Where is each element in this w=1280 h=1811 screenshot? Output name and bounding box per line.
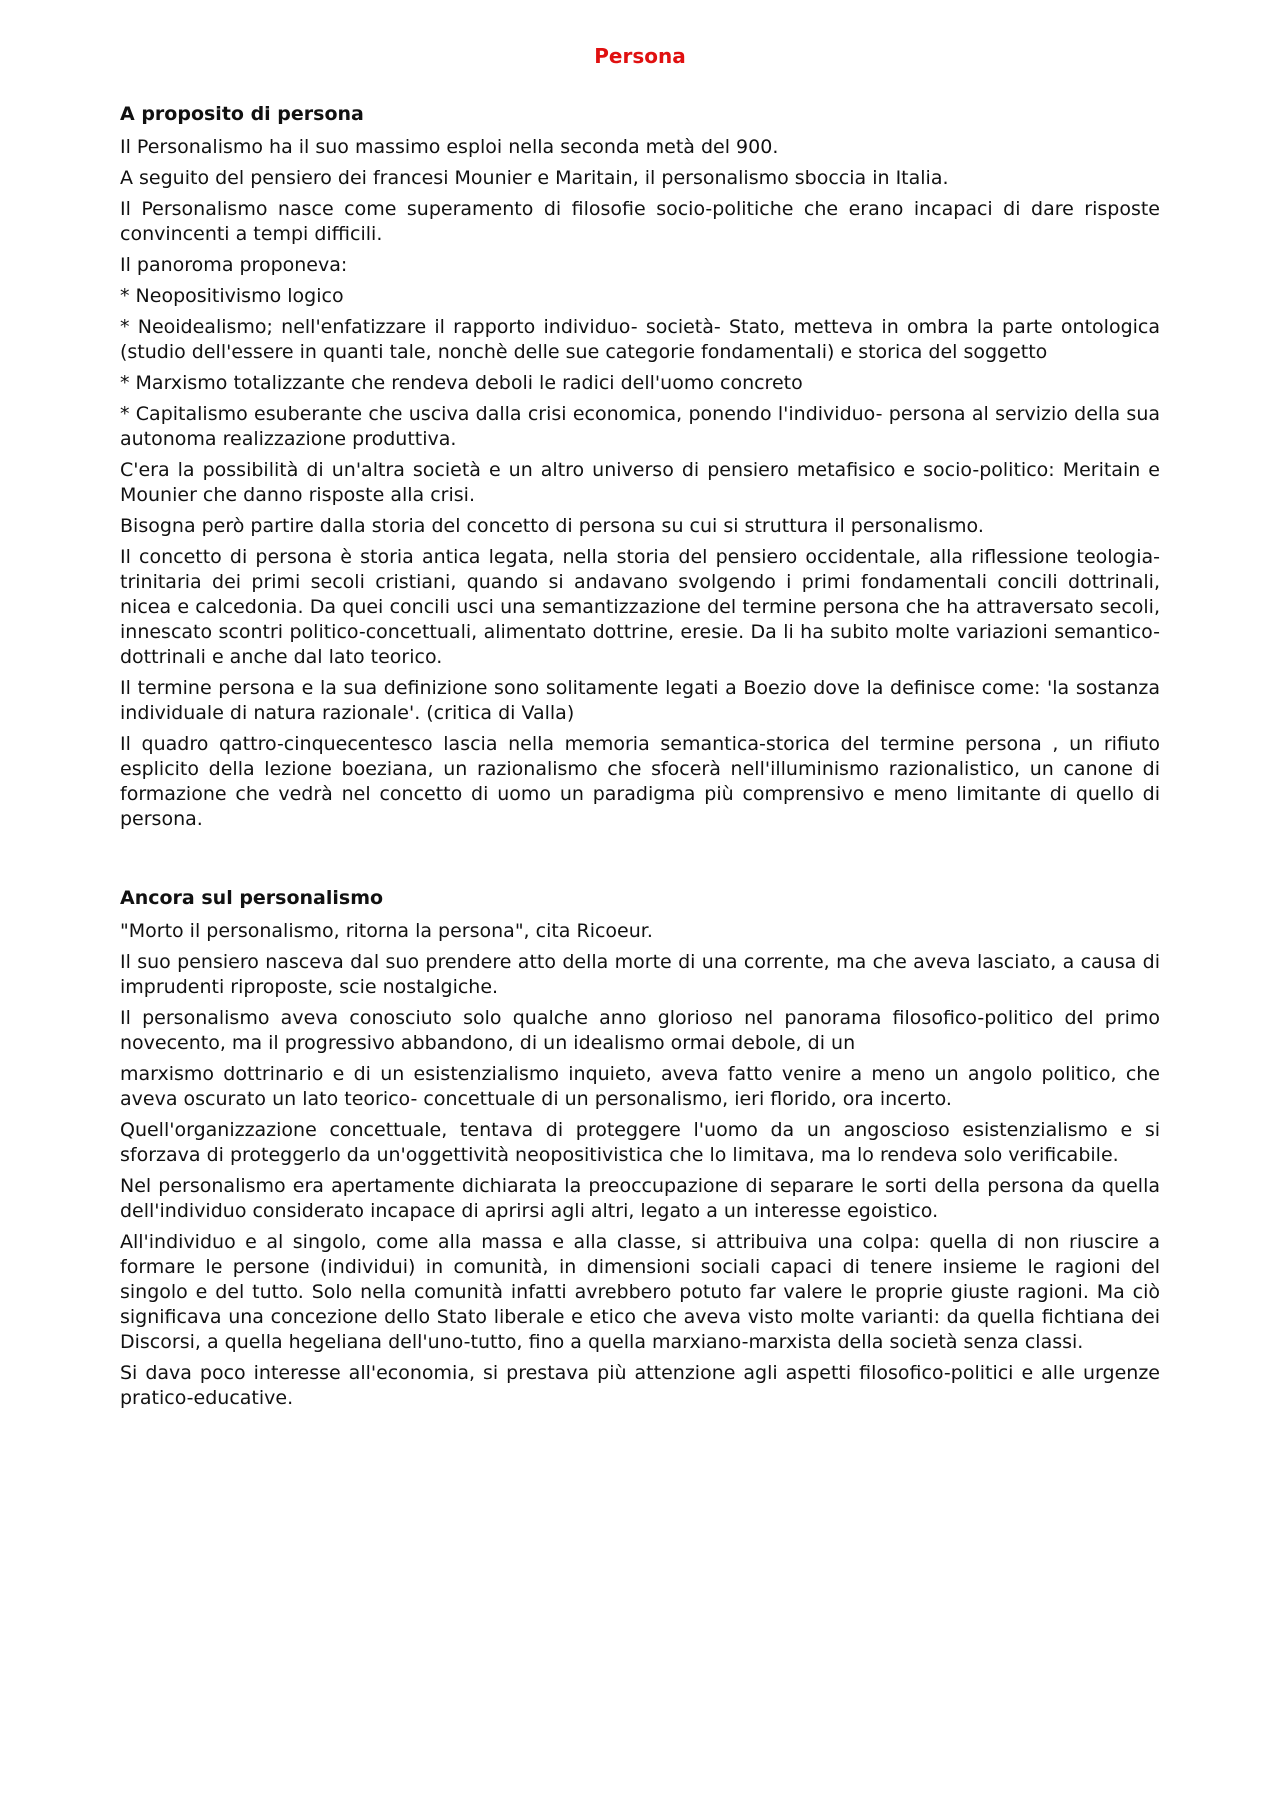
paragraph: A seguito del pensiero dei francesi Mounier e Maritain, il personalismo sboccia in Italia. bbox=[120, 167, 949, 189]
list-item: * Neoidealismo; nell'enfatizzare il rapporto individuo- società- Stato, metteva in ombra la parte ontologica (studio dell'essere in quanti tale, nonchè delle sue categorie fondamentali) e storica del soggetto bbox=[120, 316, 1160, 363]
paragraph: Il concetto di persona è storia antica legata, nella storia del pensiero occidentale, alla riflessione teologia-trinitaria dei primi secoli cristiani, quando si andavano svolgendo i primi fondamentali concili dottrinali, nicea e calcedonia. Da quei concili usci una semantizzazione del termine persona che ha attraversato secoli, innescato scontri politico-concettuali, alimentato dottrine, eresie. Da li ha subito molte variazioni semantico-dottrinali e anche dal lato teorico. bbox=[120, 546, 1160, 668]
list-item: * Capitalismo esuberante che usciva dalla crisi economica, ponendo l'individuo- persona al servizio della sua autonoma realizzazione produttiva. bbox=[120, 403, 1160, 450]
paragraph: marxismo dottrinario e di un esistenzialismo inquieto, aveva fatto venire a meno un angolo politico, che aveva oscurato un lato teorico- concettuale di un personalismo, ieri florido, ora incerto. bbox=[120, 1063, 1160, 1110]
paragraph: Il quadro qattro-cinquecentesco lascia nella memoria semantica-storica del termine persona , un rifiuto esplicito della lezione boeziana, un razionalismo che sfocerà nell'illuminismo razionalistico, un canone di formazione che vedrà nel concetto di uomo un paradigma più comprensivo e meno limitante di quello di persona. bbox=[120, 733, 1160, 830]
section-heading: Ancora sul personalismo bbox=[120, 887, 384, 909]
paragraph: Il suo pensiero nasceva dal suo prendere atto della morte di una corrente, ma che aveva lasciato, a causa di imprudenti riproposte, scie nostalgiche. bbox=[120, 951, 1160, 998]
paragraph: Il Personalismo ha il suo massimo esploi nella seconda metà del 900. bbox=[120, 136, 779, 158]
paragraph: Nel personalismo era apertamente dichiarata la preoccupazione di separare le sorti della persona da quella dell'individuo considerato incapace di aprirsi agli altri, legato a un interesse egoistico. bbox=[120, 1175, 1160, 1222]
list-item: * Marxismo totalizzante che rendeva deboli le radici dell'uomo concreto bbox=[120, 372, 803, 394]
paragraph: Bisogna però partire dalla storia del concetto di persona su cui si struttura il personalismo. bbox=[120, 515, 984, 537]
paragraph: Quell'organizzazione concettuale, tentava di proteggere l'uomo da un angoscioso esistenzialismo e si sforzava di proteggerlo da un'oggettività neopositivistica che lo limitava, ma lo rendeva solo verificabile. bbox=[120, 1119, 1160, 1166]
paragraph: Si dava poco interesse all'economia, si prestava più attenzione agli aspetti filosofico-politici e alle urgenze pratico-educative. bbox=[120, 1362, 1160, 1409]
paragraph: C'era la possibilità di un'altra società e un altro universo di pensiero metafisico e socio-politico: Meritain e Mounier che danno risposte alla crisi. bbox=[120, 459, 1160, 506]
document-page bbox=[120, 38, 1160, 1417]
paragraph: Il panoroma proponeva: bbox=[120, 254, 348, 276]
list-item: * Neopositivismo logico bbox=[120, 285, 344, 307]
section-ancora-sul-personalismo bbox=[120, 886, 1160, 1411]
document-title: Persona bbox=[594, 44, 686, 68]
section-heading: A proposito di persona bbox=[120, 103, 364, 125]
paragraph: Il Personalismo nasce come superamento di filosofie socio-politiche che erano incapaci di dare risposte convincenti a tempi difficili. bbox=[120, 198, 1160, 245]
section-spacer bbox=[120, 838, 1160, 886]
paragraph: "Morto il personalismo, ritorna la persona", cita Ricoeur. bbox=[120, 920, 653, 942]
paragraph: Il personalismo aveva conosciuto solo qualche anno glorioso nel panorama filosofico-politico del primo novecento, ma il progressivo abbandono, di un idealismo ormai debole, di un bbox=[120, 1007, 1160, 1054]
paragraph: Il termine persona e la sua definizione sono solitamente legati a Boezio dove la definisce come: 'la sostanza individuale di natura razionale'. (critica di Valla) bbox=[120, 677, 1160, 724]
paragraph: All'individuo e al singolo, come alla massa e alla classe, si attribuiva una colpa: quella di non riuscire a formare le persone (individui) in comunità, in dimensioni sociali capaci di tenere insieme le ragioni del singolo e del tutto. Solo nella comunità infatti avrebbero potuto far valere le proprie giuste ragioni. Ma ciò significava una concezione dello Stato liberale e etico che aveva visto molte varianti: da quella fichtiana dei Discorsi, a quella hegeliana dell'uno-tutto, fino a quella marxiano-marxista della società senza classi. bbox=[120, 1231, 1160, 1353]
section-a-proposito bbox=[120, 102, 1160, 832]
